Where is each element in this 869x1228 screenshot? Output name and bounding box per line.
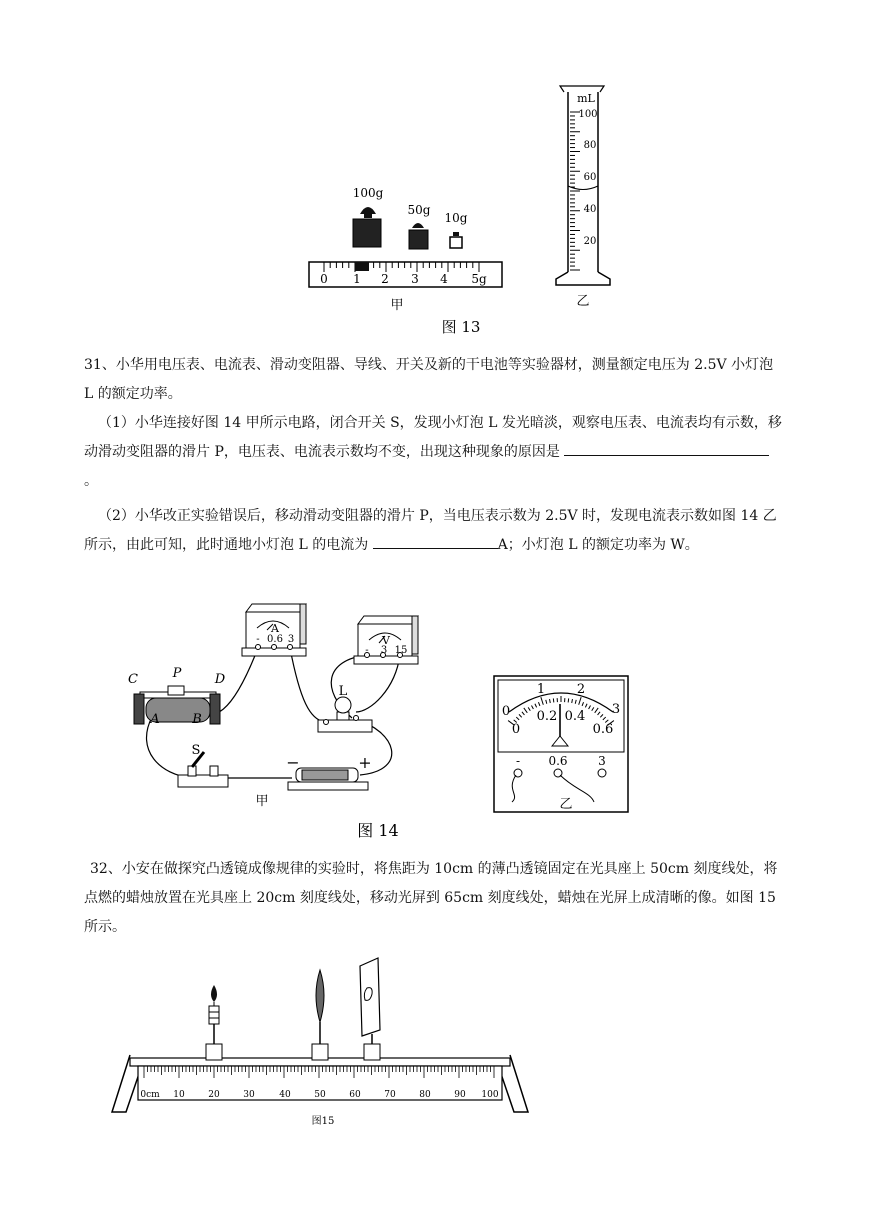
bench-tick-30: 30 (243, 1090, 255, 1100)
figure-15 (108, 950, 538, 1135)
bench-tick-50: 50 (314, 1090, 326, 1100)
dial-top-0: 0 (501, 704, 511, 719)
ammeter-dial (494, 676, 628, 812)
switch-label: S (191, 743, 201, 758)
ammeter-term-06: 0.6 (267, 634, 283, 645)
voltmeter-letter: V (382, 634, 390, 647)
dial-bottom-02: 0.2 (536, 709, 558, 724)
rheostat-label-B: B (192, 712, 202, 727)
rheostat-label-C: C (128, 672, 138, 687)
fig13-part-a-label: 甲 (390, 298, 404, 313)
dial-term-neg: - (515, 754, 521, 768)
bench-tick-100: 100 (481, 1090, 499, 1100)
q31-part2-end: W。 (670, 537, 699, 553)
bench-tick-60: 60 (349, 1090, 361, 1100)
ammeter-term-neg: - (256, 634, 260, 645)
light-screen (360, 958, 380, 1060)
ammeter-term-3: 3 (287, 634, 295, 645)
weight-50g (409, 223, 428, 249)
battery-plus: + (358, 753, 372, 772)
beam-tick-3: 3 (411, 272, 419, 286)
figure-13 (300, 80, 620, 342)
battery (288, 768, 368, 790)
weight-label-10g: 10g (444, 211, 468, 225)
weight-label-100g: 100g (352, 186, 384, 200)
weight-10g (450, 232, 462, 248)
rheostat (134, 686, 220, 724)
q31-part1-text: （1）小华连接好图 14 甲所示电路，闭合开关 S，发现小灯泡 L 发光暗淡，观察电压表、电流表均有示数，移动滑动变阻器的滑片 P，电压表、电流表示数均不变，出现这种现象的原因是 (84, 415, 782, 460)
bench-tick-20: 20 (208, 1090, 220, 1100)
switch (178, 752, 228, 787)
dial-bottom-06: 0.6 (592, 722, 614, 737)
cylinder-unit: mL (577, 92, 595, 105)
dial-term-06: 0.6 (548, 754, 568, 768)
dial-bottom-0: 0 (511, 722, 521, 737)
candle (206, 985, 222, 1060)
voltmeter-term-neg: - (365, 645, 369, 656)
q32-text: 32、小安在做探究凸透镜成像规律的实验时，将焦距为 10cm 的薄凸透镜固定在光具座上 50cm 刻度线处，将点燃的蜡烛放置在光具座上 20cm 刻度线处，移动光屏到 65cm 刻度线处，蜡烛在光屏上成清晰的像。如图 15 所示。 (84, 861, 778, 935)
bench-tick-80: 80 (419, 1090, 431, 1100)
cylinder-tick-40: 40 (583, 204, 597, 215)
dial-term-3: 3 (598, 754, 606, 768)
voltmeter-term-3: 3 (380, 645, 388, 656)
convex-lens (312, 970, 328, 1060)
q31-part2 (84, 502, 784, 560)
q31-answer-blank-1[interactable] (564, 439, 769, 456)
bench-tick-40: 40 (279, 1090, 291, 1100)
figure-14 (120, 595, 640, 845)
lamp-label: L (338, 684, 348, 699)
beam-tick-1: 1 (353, 272, 361, 286)
q31-intro: 31、小华用电压表、电流表、滑动变阻器、导线、开关及新的干电池等实验器材，测量额定电压为 2.5V 小灯泡 L 的额定功率。 (84, 357, 774, 402)
fig14-caption: 图 14 (357, 821, 399, 840)
battery-minus: − (286, 753, 300, 772)
dial-top-1: 1 (536, 682, 546, 697)
rheostat-label-P: P (172, 666, 182, 681)
fig13-caption: 图 13 (441, 318, 481, 336)
cylinder-tick-80: 80 (583, 140, 597, 151)
cylinder-tick-60: 60 (583, 172, 597, 183)
fig15-caption: 图15 (311, 1116, 335, 1127)
q31-part2-mid: A；小灯泡 L 的额定功率为 (497, 537, 666, 553)
q31-answer-blank-2[interactable] (373, 532, 498, 549)
q31-part1 (84, 409, 784, 496)
bench-tick-90: 90 (454, 1090, 466, 1100)
q31-part2-text: （2）小华改正实验错误后，移动滑动变阻器的滑片 P，当电压表示数为 2.5V 时，发现电流表示数如图 14 乙所示，由此可知，此时通地小灯泡 L 的电流为 (84, 508, 777, 553)
fig14-part-a-label: 甲 (255, 794, 269, 809)
beam-tick-5: 5g (471, 272, 487, 286)
weight-100g (353, 207, 381, 247)
beam-tick-2: 2 (381, 272, 389, 286)
q31-part1-end: 。 (84, 473, 98, 489)
bench-tick-0: 0cm (140, 1090, 160, 1100)
beam-tick-0: 0 (320, 272, 328, 286)
beam-tick-4: 4 (440, 272, 448, 286)
rheostat-label-D: D (214, 672, 226, 687)
fig14-part-b-label: 乙 (559, 797, 573, 812)
ammeter-letter: A (271, 622, 279, 635)
lamp (318, 697, 372, 732)
cylinder-tick-20: 20 (583, 236, 597, 247)
weight-label-50g: 50g (407, 203, 431, 217)
rheostat-label-A: A (150, 712, 160, 727)
fig13-part-b-label: 乙 (576, 294, 590, 309)
dial-bottom-04: 0.4 (564, 709, 586, 724)
rider (355, 262, 369, 271)
cylinder-tick-100: 100 (578, 109, 598, 120)
voltmeter-term-15: 15 (394, 645, 408, 656)
bench-tick-70: 70 (384, 1090, 396, 1100)
bench-tick-10: 10 (173, 1090, 185, 1100)
dial-top-2: 2 (576, 682, 586, 697)
dial-top-3: 3 (611, 702, 621, 717)
